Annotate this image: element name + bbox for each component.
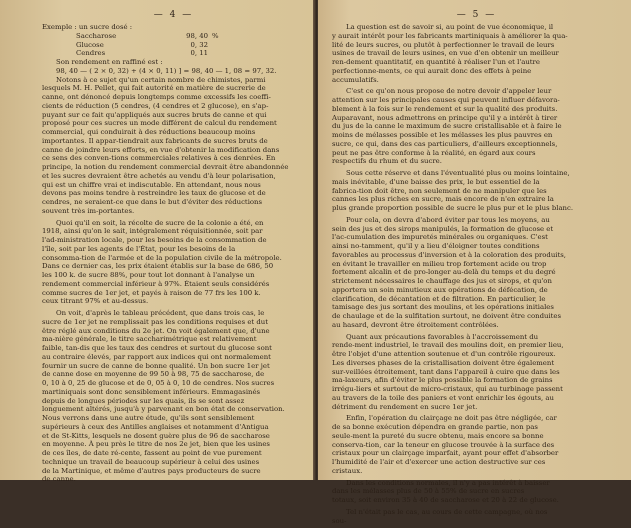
text-line: usines de travail de leurs usines, en vue d'en obtenir un meilleur [332,49,559,58]
text-line: fabrica-tion doit être, non seulement de ne manipuler que les [332,186,547,195]
text-line: Dans ce dernier cas, les prix étaient établis sur la base de 686, 50 [42,262,274,271]
text-line: perfectionne-ments, ce qui aurait donc des effets à peine [332,66,532,75]
composition-name: Saccharose [76,31,117,40]
text-line: devons pas moins tendre à restreindre les taux de glucose et de [42,189,266,198]
yield-intro: Son rendement en raffiné est : [56,58,163,66]
text-line: canne de joindre leurs efforts, en vue d'obtenir la modification dans [42,145,280,154]
text-line: sur-veillées étroitement, tant dans l'appareil à cuire que dans les [332,367,560,376]
text-line: cristaux. [332,466,363,475]
text-line: apportera un soin minutieux aux opérations de défécation, de [332,285,548,294]
text-line: qui est un chiffre vrai et indiscutable. En attendant, nous nous [42,180,261,189]
text-line: en moyenne. À peu près le titre de nos 2e jet, bien que les usines [42,440,270,449]
text-line: ce sens des conven-tions commerciales relatives à ces denrées. En [42,154,276,163]
composition-row [42,49,305,58]
text-line: dans les mélasses plus de 50 à 55% de sucre en sucres [332,487,525,496]
text-line: canne, ont dénoncé depuis longtemps comme excessifs les coeffi- [42,93,271,101]
text-line: depuis de longues périodes sur les quais, ils se sont assez [42,396,245,405]
text-line: être réglé aux conditions du 2e jet. On voit également que, d'une [42,326,270,335]
text-line: tamisage des jus sortant des moulins, et les opérations initiales [332,303,554,312]
right-page [318,0,631,525]
example-intro: Exemple : un sucre dosé : [42,23,133,31]
text-line: Sous cette réserve et dans l'éventualité plus ou moins lointaine, [346,169,570,177]
text-line: Notons à ce sujet qu'un certain nombre de chimistes, parmi [56,75,266,84]
paragraph-gap [42,484,305,487]
text-line: Les diverses phases de la cristallisation doivent être également [332,358,555,367]
text-line: attention sur les principales causes qui peuvent influer défavora- [332,96,560,104]
text-line: supérieurs à ceux des Antilles anglaises et notamment d'Antigua [42,422,269,431]
text-line: l'ac-cumulation des impuretés minérales ou organiques. C'est [332,233,548,242]
text-line: lesquels M. H. Pellet, qui fait autorité en matière de sucrerie de [42,84,266,93]
text-line: et de St-Kitts, lesquels ne dosent guère plus de 96 de saccharose [42,431,270,440]
text-line: fortement alcalin et de pro-longer au-delà du temps et du degré [332,268,556,277]
text-line: cristaux pour un clairçage imparfait, ayant pour effet d'absorber [332,449,559,458]
composition-name: Cendres [76,49,106,58]
text-line: Pour cela, on devra d'abord éviter par tous les moyens, au [346,215,550,224]
text-line: consomma-tion de l'armée et de la population civile de la métropole. [42,253,282,262]
left-body-text [42,76,305,488]
text-line: Quant aux précautions favorables à l'accroissement du [346,332,539,341]
text-line: sein des jus et des sirops manipulés, la formation de glucose et [332,224,554,233]
text-line: cients de réduction (5 cendres, (4 cendres et 2 glucose), en s'ap- [42,101,269,110]
text-line: C'est ce qu'on nous propose de notre devoir d'appeler leur [346,87,552,96]
text-line: l'ad-ministration locale, pour les besoins de la consommation de [42,236,267,244]
text-line: plus grande proportion possible de sucre le plus pur et le plus blanc. [332,204,574,212]
text-line: au travers de la toile des paniers et vont enrichir les égouts, au [332,393,554,402]
text-line: rende-ment industriel, le travail des moulins doit, en premier lieu, [332,341,564,350]
text-line: accumulatifs. [332,75,379,84]
text-line: puyant sur ce fait qu'appliqués aux sucres bruts de canne et qui [42,110,267,119]
text-line: faible, tan-dis que les taux des cendres et surtout du glucose sont [42,344,272,352]
text-line: principe, la notion du rendement commercial devrait être abandonnée [42,163,289,171]
text-line: moins de mélasses possible et les mélasses les plus pauvres en [332,131,553,139]
text-line: les 100 k. de sucre 88%, pour tout lot donnant à l'analyse un [42,271,255,279]
text-line: totaux, soit environ 35 à 40 de saccharose et 20 à 22 de glucose. [332,496,559,504]
left-page [0,0,315,484]
composition-value: 98, 40 [186,31,208,40]
right-body-text [332,23,621,528]
text-line: au hasard, devront être étroitement contrôlées. [332,320,499,329]
composition-table [42,32,305,58]
text-line: strictement nécessaires le chauffage des jus et sirops, et qu'on [332,277,552,285]
text-line: importantes. Il appar-tiendrait aux fabricants de sucres bruts de [42,136,268,145]
text-line: favorables au processus d'inversion et à la coloration des produits, [332,250,566,259]
text-line: clarification, de décantation et de filtration. En particulier, le [332,294,546,303]
text-line: souvent très im-portantes. [42,206,135,215]
text-line: de canne. [42,475,76,484]
text-line: mais inévitable, d'une baisse des prix, le but essentiel de la [332,177,540,186]
text-line: La question est de savoir si, au point de vue économique, il [346,23,554,31]
left-page-number: — 4 — [153,10,194,20]
text-line: martiniquais sont donc sensiblement inférieurs. Emmagasinés [42,387,261,396]
text-line: sucre de 1er jet ne remplissait pas les conditions requises et dut [42,317,268,326]
text-line: ainsi no-tamment, qu'il y a lieu d'éloigner toutes conditions [332,242,540,250]
text-line: proposé pour ces sucres un mode différent de calcul du rendement [42,119,277,128]
text-line: fournir un sucre de canne de bonne qualité. Un bon sucre 1er jet [42,361,270,370]
text-line: et les sucres devraient être achetés au vendu d'à leur polarisation, [42,171,276,180]
text-line: de la Martinique, et même d'autres pays producteurs de sucre [42,466,261,475]
text-line: technique un travail de beaucoup supérieur à celui des usines [42,457,260,466]
text-line: de chaulage et de la sulfitation surtout, ne doivent être conduites [332,312,562,320]
composition-row [42,32,305,41]
text-line: détriment du rendement en sucre 1er jet. [332,402,478,411]
text-line: commercial, qui conduirait à des réductions beaucoup moins [42,128,256,136]
text-line: ma-nière générale, le titre saccharimétrique est relativement [42,335,257,344]
text-line: sou- [332,516,347,525]
composition-row [42,41,305,50]
text-line: conserva-tion, car la teneur en glucose trouvée à la surface des [332,440,555,449]
text-line: rendement commercial inférieur à 97%. Étaient seuls considérés [42,279,270,288]
composition-unit [208,49,212,58]
text-line: comme sucres de 1er jet, et payés à raison de 77 frs les 100 k. [42,288,261,297]
text-line: Quoi qu'il en soit, la récolte de sucre de la colonie a été, en [56,218,264,227]
text-line: Nous verrons dans une autre étude, qu'ils sont sensiblement [42,414,255,422]
composition-value: 0, 11 [190,49,208,58]
text-line: 1918, ainsi qu'on le sait, intégralement réquisitionnée, soit par [42,227,263,236]
text-line: longuement altérés, jusqu'à y parvenant en bon état de conservation. [42,405,285,414]
right-page-number: — 5 — [456,10,497,20]
composition-value: 0, 32 [190,40,208,49]
text-line: cendres, ne seraient-ce que dans le but d'éviter des réductions [42,198,263,206]
text-line: de canne dose en moyenne de 99 50 à 98, 75 de saccharose, de [42,370,265,379]
text-line: ceux titrant 97% et au-dessus. [42,297,149,306]
text-line: être l'objet d'une attention soutenue et d'un contrôle rigoureux. [332,350,556,358]
text-line: Tel n'était pas le cas, au cours de cette campagne, où nos [346,507,548,516]
text-line: sucre, ce qui, dans des cas particuliers, d'ailleurs exceptionnels, [332,139,558,148]
text-line: ren-dement quantitatif, en quantité à réaliser l'un et l'autre [332,58,540,66]
text-line: l'île, soit par les agents de l'État, pour les besoins de la [42,244,236,253]
text-line: On voit, d'après le tableau précédent, que dans trois cas, le [56,309,265,317]
text-line: y aurait intérêt pour les fabricants martiniquais à améliorer la qua- [332,31,568,40]
text-line: de sa bonne exécution dépendra en grande partie, non pas [332,423,538,431]
text-line: au contraire élevés, par rapport aux indices qui ont normalement [42,352,271,361]
text-line: cannes les plus riches en sucre, mais encore de n'en extraire la [332,195,554,204]
composition-unit [208,41,212,50]
text-line: du jus de la canne le maximum de sucre cristallisable et à faire le [332,122,562,131]
text-line: irrégu-liers et surtout de micro-cristaux, qui au turbinage passent [332,385,563,393]
text-line: Enfin, l'opération du clairçage ne doit pas être négligée, car [346,414,557,423]
text-line: en évitant le travailler en milieu trop fortement acide ou trop [332,259,547,268]
text-line: Dans les conditions normales, il n'y a pas intérêt à baisser [346,478,550,487]
text-line: seule-ment la pureté du sucre obtenu, mais encore sa bonne [332,431,544,440]
text-line: lité de leurs sucres, ou plutôt à perfectionner le travail de leurs [332,40,555,49]
text-line: respectifs du rhum et du sucre. [332,157,442,166]
yield-formula: 98, 40 — ( 2 × 0, 32) + (4 × 0, 11) ] = 98, 40 — 1, 08 = 97, 32. [56,66,277,75]
composition-name: Glucose [76,40,104,49]
text-line: peut ne pas être conforme à la réalité, en égard aux cours [332,148,536,157]
composition-unit: % [212,31,219,40]
text-line: de ces îles, de date ré-cente, fassent au point de vue purement [42,449,262,457]
text-line: l'humidité de l'air et d'exercer une action destructive sur ces [332,458,546,466]
text-line: 0, 10 à 0, 25 de glucose et de 0, 05 à 0, 10 de cendres. Nos sucres [42,379,275,387]
text-line: blement à la fois sur le rendement et sur la qualité des produits. [332,104,558,113]
text-line: Auparavant, nous admettrons en principe qu'il y a intérêt à tirer [332,113,558,122]
text-line: ma-laxeurs, afin d'éviter le plus possible la formation de grains [332,376,553,385]
